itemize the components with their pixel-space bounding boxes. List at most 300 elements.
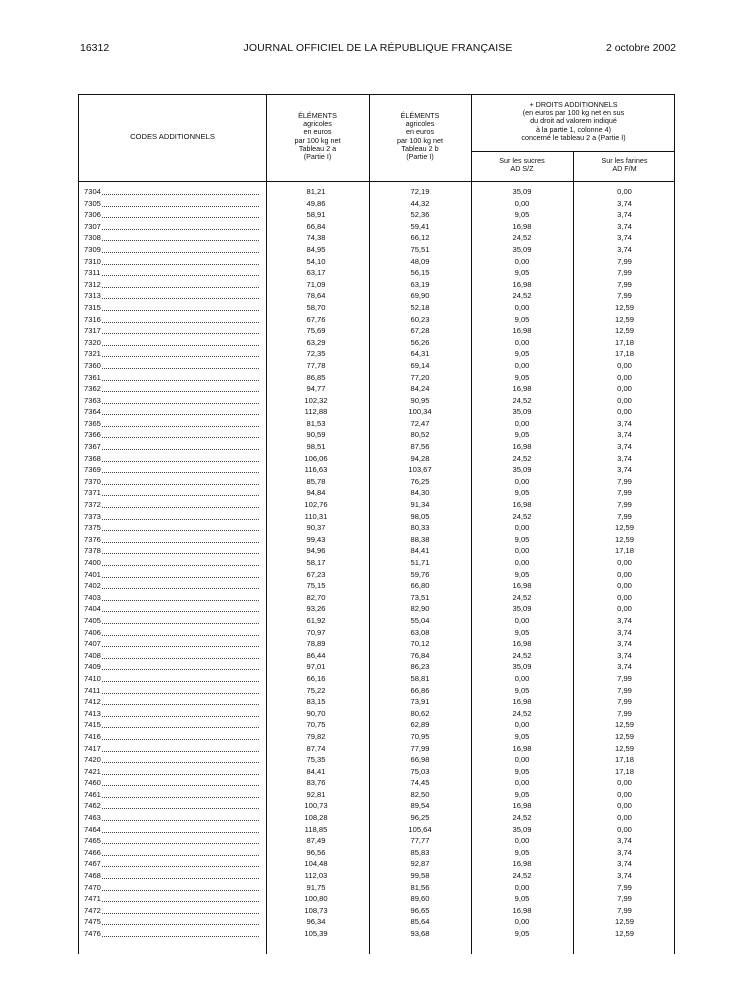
code-cell: 7312 (84, 279, 101, 289)
ad-sz-cell: 9,05 (514, 894, 530, 904)
ad-sz-cell: 0,00 (514, 917, 530, 927)
element-2a-cell: 71,09 (306, 279, 326, 289)
dot-leader (102, 754, 259, 763)
code-cell: 7462 (84, 801, 101, 811)
code-cell: 7409 (84, 662, 101, 672)
code-cell: 7372 (84, 500, 101, 510)
ad-fm-cell: 17,18 (614, 766, 634, 776)
dot-leader (102, 638, 259, 647)
element-2a-cell: 86,85 (306, 372, 326, 382)
ad-sz-cell: 24,52 (512, 650, 532, 660)
code-cell: 7420 (84, 755, 101, 765)
dot-leader (102, 870, 259, 879)
table-row (79, 882, 674, 894)
ad-fm-cell: 3,74 (617, 615, 632, 625)
code-cell: 7465 (84, 836, 101, 846)
dot-leader (102, 325, 259, 334)
element-2a-cell: 84,41 (306, 766, 326, 776)
table-row (79, 522, 674, 534)
ad-fm-cell: 17,18 (614, 349, 634, 359)
element-2b-cell: 66,86 (410, 685, 430, 695)
dot-leader (102, 685, 259, 694)
table-row (79, 337, 674, 349)
element-2b-cell: 92,87 (410, 859, 430, 869)
element-2a-cell: 90,37 (306, 523, 326, 533)
table-row (79, 314, 674, 326)
ad-fm-cell: 7,99 (617, 697, 632, 707)
dot-leader (102, 661, 259, 670)
header-line: du droit ad valorem indiqué (530, 116, 617, 126)
table-row (79, 569, 674, 581)
ad-fm-cell: 3,74 (617, 662, 632, 672)
ad-fm-cell: 3,74 (617, 453, 632, 463)
element-2b-cell: 69,14 (410, 360, 430, 370)
element-2b-cell: 44,32 (410, 198, 430, 208)
code-cell: 7404 (84, 604, 101, 614)
ad-sz-cell: 16,98 (512, 801, 532, 811)
element-2a-cell: 104,48 (304, 859, 328, 869)
page-header (80, 42, 676, 56)
table-row (79, 824, 674, 836)
ad-sz-cell: 9,05 (514, 372, 530, 382)
ad-fm-cell: 12,59 (614, 731, 634, 741)
code-cell: 7405 (84, 615, 101, 625)
header-line: en euros (406, 127, 434, 137)
table-row (79, 661, 674, 673)
ad-sz-cell: 9,05 (514, 534, 530, 544)
table-row (79, 766, 674, 778)
publication-date: 2 octobre 2002 (605, 42, 676, 54)
ad-sz-cell: 16,98 (512, 859, 532, 869)
dot-leader (102, 476, 259, 485)
element-2b-cell: 82,90 (410, 604, 430, 614)
code-cell: 7378 (84, 546, 101, 556)
element-2b-cell: 93,68 (410, 929, 430, 938)
element-2a-cell: 67,23 (306, 569, 326, 579)
ad-sz-cell: 24,52 (512, 291, 532, 301)
element-2b-cell: 96,25 (410, 813, 430, 823)
dot-leader (102, 337, 259, 346)
tariff-table (78, 94, 675, 954)
element-2a-cell: 82,70 (306, 592, 326, 602)
dot-leader (102, 464, 259, 473)
table-row (79, 789, 674, 801)
dot-leader (102, 858, 259, 867)
ad-fm-cell: 3,74 (617, 233, 632, 243)
code-cell: 7464 (84, 824, 101, 834)
table-row (79, 534, 674, 546)
element-2b-cell: 63,08 (410, 627, 430, 637)
ad-sz-cell: 0,00 (514, 360, 530, 370)
header-line: en euros (303, 127, 332, 137)
header-sur-les-sucres (471, 157, 573, 173)
element-2b-cell: 85,64 (410, 917, 430, 927)
code-cell: 7460 (84, 778, 101, 788)
table-row (79, 580, 674, 592)
element-2b-cell: 72,19 (410, 187, 430, 196)
element-2a-cell: 75,69 (306, 326, 326, 336)
element-2b-cell: 80,62 (410, 708, 430, 718)
ad-fm-cell: 12,59 (614, 917, 634, 927)
ad-fm-cell: 12,59 (614, 743, 634, 753)
code-cell: 7411 (84, 685, 101, 695)
table-row (79, 487, 674, 499)
element-2a-cell: 87,74 (306, 743, 326, 753)
element-2b-cell: 59,76 (410, 569, 430, 579)
ad-fm-cell: 3,74 (617, 198, 632, 208)
ad-fm-cell: 3,74 (617, 418, 632, 428)
element-2b-cell: 86,23 (410, 662, 430, 672)
dot-leader (102, 847, 259, 856)
ad-fm-cell: 3,74 (617, 859, 632, 869)
element-2a-cell: 49,86 (306, 198, 326, 208)
element-2a-cell: 102,76 (304, 500, 328, 510)
ad-sz-cell: 0,00 (514, 778, 530, 788)
ad-fm-cell: 3,74 (617, 210, 632, 220)
code-cell: 7369 (84, 465, 101, 475)
table-row (79, 511, 674, 523)
element-2a-cell: 116,63 (304, 465, 328, 475)
header-line: + DROITS ADDITIONNELS (529, 100, 618, 109)
element-2b-cell: 56,26 (410, 337, 430, 347)
element-2a-cell: 90,70 (306, 708, 326, 718)
code-cell: 7470 (84, 882, 101, 892)
element-2b-cell: 90,95 (410, 395, 430, 405)
ad-fm-cell: 12,59 (614, 326, 634, 336)
element-2a-cell: 118,85 (304, 824, 328, 834)
table-row (79, 325, 674, 337)
element-2b-cell: 59,41 (410, 221, 430, 231)
code-cell: 7307 (84, 221, 101, 231)
dot-leader (102, 766, 259, 775)
ad-sz-cell: 24,52 (512, 813, 532, 823)
ad-sz-cell: 9,05 (514, 210, 530, 220)
dot-leader (102, 360, 259, 369)
table-row (79, 708, 674, 720)
table-row (79, 731, 674, 743)
table-row (79, 638, 674, 650)
ad-sz-cell: 16,98 (512, 384, 532, 394)
code-cell: 7472 (84, 905, 101, 915)
element-2b-cell: 88,38 (410, 534, 430, 544)
dot-leader (102, 418, 259, 427)
table-row (79, 754, 674, 766)
dot-leader (102, 487, 259, 496)
table-row (79, 232, 674, 244)
code-cell: 7466 (84, 847, 101, 857)
table-row (79, 905, 674, 917)
element-2b-cell: 58,81 (410, 673, 430, 683)
element-2a-cell: 79,82 (306, 731, 326, 741)
dot-leader (102, 673, 259, 682)
table-row (79, 685, 674, 697)
ad-sz-cell: 24,52 (512, 871, 532, 881)
element-2b-cell: 63,19 (410, 279, 430, 289)
element-2a-cell: 96,56 (306, 847, 326, 857)
element-2a-cell: 75,22 (306, 685, 326, 695)
code-cell: 7313 (84, 291, 101, 301)
ad-sz-cell: 0,00 (514, 302, 530, 312)
ad-sz-cell: 9,05 (514, 789, 530, 799)
element-2a-cell: 85,78 (306, 476, 326, 486)
ad-sz-cell: 9,05 (514, 731, 530, 741)
ad-fm-cell: 3,74 (617, 627, 632, 637)
table-row (79, 916, 674, 928)
ad-fm-cell: 7,99 (617, 882, 632, 892)
element-2a-cell: 92,81 (306, 789, 326, 799)
table-row (79, 221, 674, 233)
table-row (79, 696, 674, 708)
element-2a-cell: 94,96 (306, 546, 326, 556)
table-row (79, 429, 674, 441)
table-row (79, 360, 674, 372)
code-cell: 7370 (84, 476, 101, 486)
code-cell: 7403 (84, 592, 101, 602)
table-row (79, 406, 674, 418)
table-row (79, 928, 674, 940)
ad-sz-cell: 35,09 (512, 824, 532, 834)
ad-sz-cell: 9,05 (514, 430, 530, 440)
header-line: concerné le tableau 2 a (Partie I) (521, 132, 626, 142)
ad-fm-cell: 7,99 (617, 488, 632, 498)
element-2a-cell: 97,01 (306, 662, 326, 672)
code-cell: 7475 (84, 917, 101, 927)
code-cell: 7315 (84, 302, 101, 312)
code-cell: 7375 (84, 523, 101, 533)
ad-fm-cell: 12,59 (614, 302, 634, 312)
ad-fm-cell: 17,18 (614, 546, 634, 556)
element-2a-cell: 70,97 (306, 627, 326, 637)
element-2b-cell: 98,05 (410, 511, 430, 521)
table-row (79, 557, 674, 569)
element-2b-cell: 84,41 (410, 546, 430, 556)
ad-fm-cell: 12,59 (614, 534, 634, 544)
code-cell: 7317 (84, 326, 101, 336)
dot-leader (102, 812, 259, 821)
element-2b-cell: 60,23 (410, 314, 430, 324)
ad-sz-cell: 35,09 (512, 662, 532, 672)
code-cell: 7373 (84, 511, 101, 521)
code-cell: 7421 (84, 766, 101, 776)
ad-sz-cell: 9,05 (514, 847, 530, 857)
header-line: agricoles (303, 119, 332, 129)
element-2a-cell: 83,76 (306, 778, 326, 788)
code-cell: 7468 (84, 871, 101, 881)
element-2a-cell: 93,26 (306, 604, 326, 614)
ad-fm-cell: 0,00 (617, 407, 632, 417)
element-2b-cell: 56,15 (410, 268, 430, 278)
ad-fm-cell: 3,74 (617, 442, 632, 452)
header-line: par 100 kg net (294, 135, 341, 145)
ad-sz-cell: 16,98 (512, 905, 532, 915)
header-line: par 100 kg net (397, 135, 443, 145)
element-2a-cell: 58,91 (306, 210, 326, 220)
element-2b-cell: 81,56 (410, 882, 430, 892)
ad-sz-cell: 0,00 (514, 836, 530, 846)
code-cell: 7400 (84, 558, 101, 567)
ad-fm-cell: 7,99 (617, 279, 632, 289)
table-row (79, 893, 674, 905)
ad-fm-cell: 7,99 (617, 708, 632, 718)
ad-sz-cell: 16,98 (512, 442, 532, 452)
dot-leader (102, 708, 259, 717)
dot-leader (102, 569, 259, 578)
ad-sz-cell: 9,05 (514, 488, 530, 498)
header-line: Tableau 2 a (298, 143, 337, 153)
element-2b-cell: 87,56 (410, 442, 430, 452)
table-row (79, 858, 674, 870)
ad-fm-cell: 7,99 (617, 500, 632, 510)
element-2a-cell: 63,29 (306, 337, 326, 347)
ad-fm-cell: 0,00 (617, 801, 632, 811)
element-2b-cell: 73,51 (410, 592, 430, 602)
ad-fm-cell: 0,00 (617, 569, 632, 579)
code-cell: 7406 (84, 627, 101, 637)
element-2b-cell: 75,51 (410, 244, 430, 254)
dot-leader (102, 314, 259, 323)
element-2b-cell: 48,09 (410, 256, 430, 266)
code-cell: 7415 (84, 720, 101, 730)
element-2b-cell: 100,34 (408, 407, 432, 417)
element-2b-cell: 51,71 (410, 558, 430, 567)
element-2a-cell: 99,43 (306, 534, 326, 544)
code-cell: 7309 (84, 244, 101, 254)
dot-leader (102, 743, 259, 752)
header-line: Sur les farines (601, 156, 648, 165)
element-2b-cell: 76,25 (410, 476, 430, 486)
ad-fm-cell: 3,74 (617, 871, 632, 881)
element-2b-cell: 89,60 (410, 894, 430, 904)
code-cell: 7412 (84, 697, 101, 707)
page-number: 16312 (80, 42, 110, 54)
dot-leader (102, 348, 259, 357)
ad-sz-cell: 16,98 (512, 639, 532, 649)
table-row (79, 186, 674, 198)
dot-leader (102, 650, 259, 659)
code-cell: 7368 (84, 453, 101, 463)
element-2a-cell: 94,84 (306, 488, 326, 498)
element-2a-cell: 105,39 (304, 929, 328, 938)
ad-sz-cell: 0,00 (514, 558, 530, 567)
table-row (79, 453, 674, 465)
code-cell: 7367 (84, 442, 101, 452)
element-2b-cell: 70,12 (410, 639, 430, 649)
header-line: AD F/M (612, 164, 637, 174)
element-2a-cell: 75,15 (306, 581, 326, 591)
ad-sz-cell: 24,52 (512, 233, 532, 243)
code-cell: 7306 (84, 210, 101, 220)
table-row (79, 847, 674, 859)
ad-sz-cell: 0,00 (514, 673, 530, 683)
header-line: Tableau 2 b (401, 143, 439, 153)
code-cell: 7407 (84, 639, 101, 649)
ad-fm-cell: 7,99 (617, 511, 632, 521)
ad-sz-cell: 0,00 (514, 256, 530, 266)
dot-leader (102, 627, 259, 636)
ad-fm-cell: 3,74 (617, 836, 632, 846)
ad-sz-cell: 0,00 (514, 476, 530, 486)
table-row (79, 348, 674, 360)
element-2b-cell: 77,77 (410, 836, 430, 846)
element-2b-cell: 89,54 (410, 801, 430, 811)
element-2a-cell: 81,53 (306, 418, 326, 428)
dot-leader (102, 244, 259, 253)
table-row (79, 209, 674, 221)
element-2a-cell: 83,15 (306, 697, 326, 707)
dot-leader (102, 777, 259, 786)
element-2a-cell: 98,51 (306, 442, 326, 452)
element-2b-cell: 69,90 (410, 291, 430, 301)
table-row (79, 545, 674, 557)
ad-fm-cell: 3,74 (617, 430, 632, 440)
ad-sz-cell: 16,98 (512, 743, 532, 753)
header-line: (Partie I) (303, 152, 332, 162)
table-row (79, 383, 674, 395)
ad-fm-cell: 7,99 (617, 894, 632, 904)
dot-leader (102, 302, 259, 311)
ad-sz-cell: 35,09 (512, 604, 532, 614)
table-row (79, 279, 674, 291)
element-2b-cell: 103,67 (408, 465, 432, 475)
element-2a-cell: 63,17 (306, 268, 326, 278)
code-cell: 7363 (84, 395, 101, 405)
element-2b-cell: 96,65 (410, 905, 430, 915)
element-2b-cell: 77,99 (410, 743, 430, 753)
element-2a-cell: 106,06 (304, 453, 328, 463)
code-cell: 7321 (84, 349, 101, 359)
element-2a-cell: 100,80 (304, 894, 328, 904)
ad-fm-cell: 12,59 (614, 523, 634, 533)
table-row (79, 290, 674, 302)
ad-sz-cell: 16,98 (512, 697, 532, 707)
code-cell: 7311 (84, 268, 101, 278)
dot-leader (102, 232, 259, 241)
ad-sz-cell: 0,00 (514, 418, 530, 428)
table-row (79, 244, 674, 256)
dot-leader (102, 615, 259, 624)
element-2b-cell: 52,18 (410, 302, 430, 312)
ad-sz-cell: 16,98 (512, 581, 532, 591)
element-2b-cell: 85,83 (410, 847, 430, 857)
element-2a-cell: 54,10 (306, 256, 326, 266)
code-cell: 7476 (84, 929, 101, 938)
element-2b-cell: 76,84 (410, 650, 430, 660)
header-line: (Partie I) (406, 152, 434, 162)
table-row (79, 650, 674, 662)
ad-sz-cell: 16,98 (512, 326, 532, 336)
ad-fm-cell: 7,99 (617, 905, 632, 915)
element-2a-cell: 70,75 (306, 720, 326, 730)
ad-sz-cell: 0,00 (514, 720, 530, 730)
ad-sz-cell: 9,05 (514, 314, 530, 324)
table-row (79, 267, 674, 279)
table-row (79, 870, 674, 882)
dot-leader (102, 603, 259, 612)
element-2b-cell: 80,52 (410, 430, 430, 440)
element-2a-cell: 91,75 (306, 882, 326, 892)
code-cell: 7366 (84, 430, 101, 440)
table-body (79, 186, 674, 940)
ad-sz-cell: 24,52 (512, 395, 532, 405)
table-row (79, 719, 674, 731)
dot-leader (102, 545, 259, 554)
table-row (79, 800, 674, 812)
header-line: AD S/Z (510, 164, 534, 174)
ad-fm-cell: 0,00 (617, 384, 632, 394)
ad-fm-cell: 0,00 (617, 778, 632, 788)
dot-leader (102, 789, 259, 798)
ad-fm-cell: 0,00 (617, 824, 632, 834)
